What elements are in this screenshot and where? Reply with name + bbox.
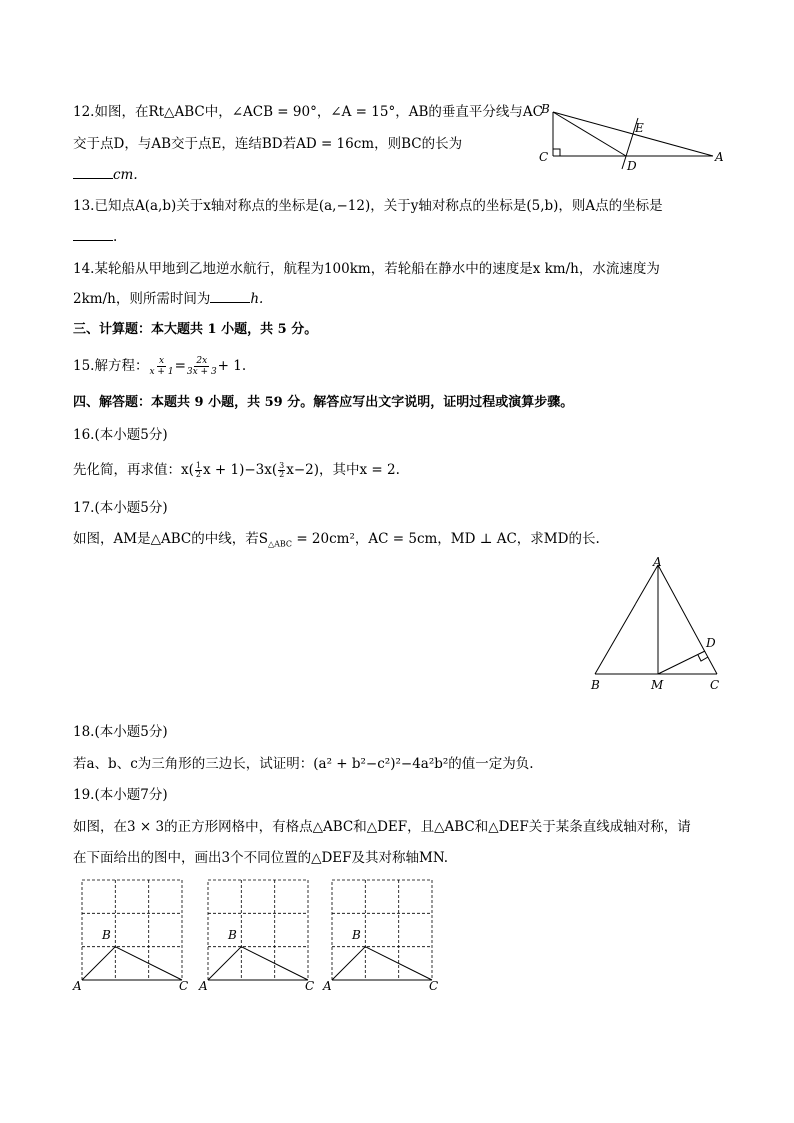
- fraction-numerator: 1: [195, 461, 201, 470]
- grid3-label-b: B: [352, 928, 361, 942]
- q16-part2: x + 1)−3x(: [202, 462, 278, 478]
- q13-end: .: [113, 229, 118, 245]
- q14-line2: [73, 290, 263, 308]
- q19-grid-3: [322, 875, 447, 995]
- q16-line: [73, 459, 400, 481]
- q15-fraction-2: [187, 356, 217, 377]
- answer-blank: [210, 291, 250, 303]
- grid1-label-b: B: [102, 928, 111, 942]
- q19-grid-1: [72, 875, 197, 995]
- q19-header: 19.(本小题7分): [73, 787, 168, 803]
- q12-label-a: A: [715, 150, 724, 164]
- q14-unit: h.: [250, 291, 264, 307]
- fraction-numerator: x: [158, 356, 165, 366]
- q19-line1: 如图，在3 × 3的正方形网格中，有格点△ABC和△DEF，且△ABC和△DEF关于某条直线成轴对称，请: [73, 819, 691, 835]
- q17-label-c: C: [710, 678, 720, 692]
- grid2-label-c: C: [305, 979, 315, 993]
- q12-label-d: D: [627, 159, 637, 173]
- q17-label-d: D: [706, 636, 716, 650]
- q19-line2: 在下面给出的图中，画出3个不同位置的△DEF及其对称轴MN.: [73, 850, 449, 866]
- q17-label-m: M: [651, 678, 664, 692]
- q16-part3: x−2)，其中x = 2.: [286, 462, 400, 478]
- section-4-heading: 四、解答题：本题共 9 小题，共 59 分。解答应写出文字说明，证明过程或演算步骤。: [73, 395, 574, 410]
- q13-line2: [73, 228, 117, 246]
- q17-header: 17.(本小题5分): [73, 500, 168, 516]
- answer-blank: [73, 229, 113, 241]
- q17-figure: [585, 555, 735, 695]
- q12-label-c: C: [539, 150, 549, 164]
- fraction-numerator: 3: [279, 461, 285, 470]
- grid2-label-a: A: [199, 979, 208, 993]
- q18-header: 18.(本小题5分): [73, 724, 168, 740]
- q14-line2-start: 2km/h，则所需时间为: [73, 291, 211, 307]
- q12-line3: [73, 166, 138, 184]
- q17-part2: = 20cm²，AC = 5cm，MD ⊥ AC，求MD的长.: [292, 531, 600, 547]
- q14-line1: 14.某轮船从甲地到乙地逆水航行，航程为100km，若轮船在静水中的速度是x km/h，水流速度为: [73, 261, 660, 277]
- q16-fraction-three-halves: [278, 462, 285, 479]
- q15-line: [73, 355, 246, 377]
- q16-header: 16.(本小题5分): [73, 427, 168, 443]
- q12-line1: 12.如图，在Rt△ABC中，∠ACB = 90°，∠A = 15°，AB的垂直平分线与AC: [73, 104, 543, 120]
- fraction-denominator: 2: [279, 470, 285, 479]
- q17-part1: 如图，AM是△ABC的中线，若S: [73, 531, 268, 547]
- grid1-label-a: A: [73, 979, 82, 993]
- fraction-denominator: 2: [195, 470, 201, 479]
- q17-label-a: A: [653, 555, 662, 569]
- q12-line2: 交于点D，与AB交于点E，连结BD若AD = 16cm，则BC的长为: [73, 136, 463, 152]
- q17-subscript: △ABC: [267, 539, 293, 549]
- q15-equals: =: [174, 358, 186, 374]
- fraction-numerator: 2x: [196, 356, 208, 366]
- q15-prefix: 15.解方程：: [73, 358, 149, 374]
- grid3-label-c: C: [429, 979, 439, 993]
- q17-line: [73, 530, 600, 554]
- fraction-denominator: x + 1: [149, 367, 174, 377]
- q15-fraction-1: [149, 356, 173, 377]
- q15-tail: + 1.: [217, 358, 247, 374]
- grid1-label-c: C: [179, 979, 189, 993]
- q18-text: 若a、b、c为三角形的三边长，试证明：(a² + b²−c²)²−4a²b²的值一定为负.: [73, 756, 534, 772]
- q16-part1: 先化简，再求值：x(: [73, 462, 194, 478]
- answer-blank: [73, 167, 113, 179]
- q12-label-e: E: [635, 121, 644, 135]
- q12-unit: cm.: [113, 167, 138, 183]
- q17-label-b: B: [591, 678, 600, 692]
- q19-grid-2: [198, 875, 323, 995]
- section-3-heading: 三、计算题：本大题共 1 小题，共 5 分。: [73, 322, 318, 337]
- grid2-label-b: B: [228, 928, 237, 942]
- fraction-denominator: 3x + 3: [186, 367, 217, 377]
- q16-fraction-half: [195, 462, 202, 479]
- q12-figure: [530, 100, 730, 175]
- q13-line1: 13.已知点A(a,b)关于x轴对称点的坐标是(a,−12)，关于y轴对称点的坐标是(5,b)，则A点的坐标是: [73, 198, 663, 214]
- grid3-label-a: A: [323, 979, 332, 993]
- q12-label-b: B: [541, 102, 550, 116]
